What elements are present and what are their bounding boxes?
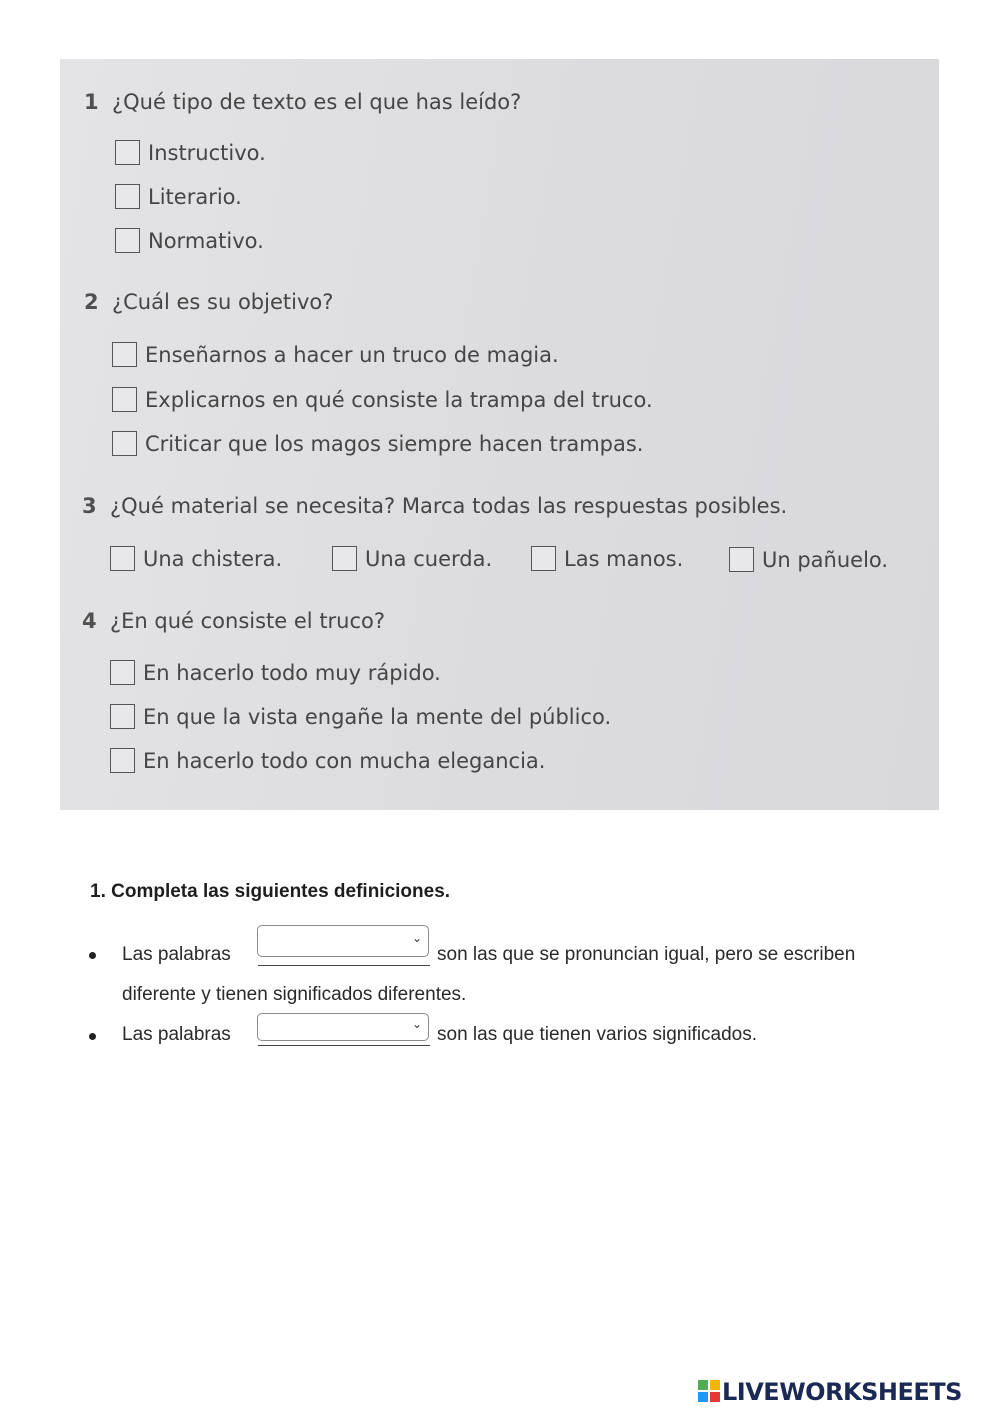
option-row — [115, 182, 242, 212]
question-1-heading — [84, 87, 521, 117]
item-2-prefix: Las palabras — [122, 1024, 231, 1045]
checkbox[interactable] — [112, 387, 137, 412]
checkbox[interactable] — [115, 184, 140, 209]
checkbox[interactable] — [110, 704, 135, 729]
option-label: Literario. — [148, 185, 242, 209]
liveworksheets-brand — [698, 1378, 962, 1410]
option-label: Normativo. — [148, 229, 264, 253]
item-1-suffix: son las que se pronuncian igual, pero se escriben — [437, 944, 856, 965]
checkbox[interactable] — [110, 660, 135, 685]
answer-dropdown-1[interactable] — [257, 925, 429, 957]
option-label: En que la vista engañe la mente del público. — [143, 705, 612, 729]
option-row — [112, 385, 653, 415]
checkbox[interactable] — [115, 140, 140, 165]
item-1-prefix: Las palabras — [122, 944, 231, 965]
option-row — [110, 702, 611, 732]
chevron-down-icon: ⌄ — [411, 1017, 422, 1031]
checkbox[interactable] — [112, 431, 137, 456]
bullet-icon — [89, 1033, 96, 1040]
question-text: ¿Qué material se necesita? Marca todas las respuestas posibles. — [110, 494, 788, 518]
answer-blank-line — [258, 1045, 430, 1046]
option-row — [115, 226, 264, 256]
option-row — [112, 429, 643, 459]
item-1-continuation: diferente y tienen significados diferentes. — [122, 984, 467, 1005]
checkbox[interactable] — [110, 748, 135, 773]
question-text: ¿Qué tipo de texto es el que has leído? — [112, 90, 522, 114]
exercise-title: 1. Completa las siguientes definiciones. — [90, 881, 451, 902]
question-2-heading — [84, 287, 333, 317]
checkbox[interactable] — [531, 546, 556, 571]
question-number: 4 — [82, 609, 97, 633]
option-label: Explicarnos en qué consiste la trampa del truco. — [145, 388, 653, 412]
worksheet-photo — [60, 59, 939, 810]
option-label: Una cuerda. — [365, 547, 493, 571]
checkbox[interactable] — [729, 547, 754, 572]
question-number: 3 — [82, 494, 97, 518]
option-label: Una chistera. — [143, 547, 283, 571]
option-row — [110, 544, 282, 574]
option-label: Las manos. — [564, 547, 684, 571]
bullet-icon — [89, 952, 96, 959]
chevron-down-icon: ⌄ — [411, 931, 422, 945]
checkbox[interactable] — [112, 342, 137, 367]
option-row — [332, 544, 492, 574]
item-2-suffix: son las que tienen varios significados. — [437, 1024, 758, 1045]
option-label: Un pañuelo. — [762, 548, 889, 572]
checkbox[interactable] — [110, 546, 135, 571]
brand-name: LIVEWORKSHEETS — [722, 1378, 962, 1406]
question-text: ¿Cuál es su objetivo? — [112, 290, 334, 314]
question-number: 1 — [84, 90, 99, 114]
answer-blank-line — [258, 965, 430, 966]
option-label: Enseñarnos a hacer un truco de magia. — [145, 343, 559, 367]
option-label: En hacerlo todo muy rápido. — [143, 661, 441, 685]
question-4-heading — [82, 606, 385, 636]
option-label: Instructivo. — [148, 141, 266, 165]
question-3-heading — [82, 491, 787, 521]
option-row — [729, 545, 888, 575]
option-label: En hacerlo todo con mucha elegancia. — [143, 749, 546, 773]
question-text: ¿En qué consiste el truco? — [110, 609, 386, 633]
liveworksheets-logo-icon — [698, 1380, 720, 1402]
option-row — [110, 658, 441, 688]
option-label: Criticar que los magos siempre hacen trampas. — [145, 432, 644, 456]
checkbox[interactable] — [332, 546, 357, 571]
option-row — [115, 138, 266, 168]
checkbox[interactable] — [115, 228, 140, 253]
question-number: 2 — [84, 290, 99, 314]
option-row — [112, 340, 559, 370]
answer-dropdown-2[interactable] — [257, 1013, 429, 1041]
option-row — [531, 544, 683, 574]
option-row — [110, 746, 545, 776]
